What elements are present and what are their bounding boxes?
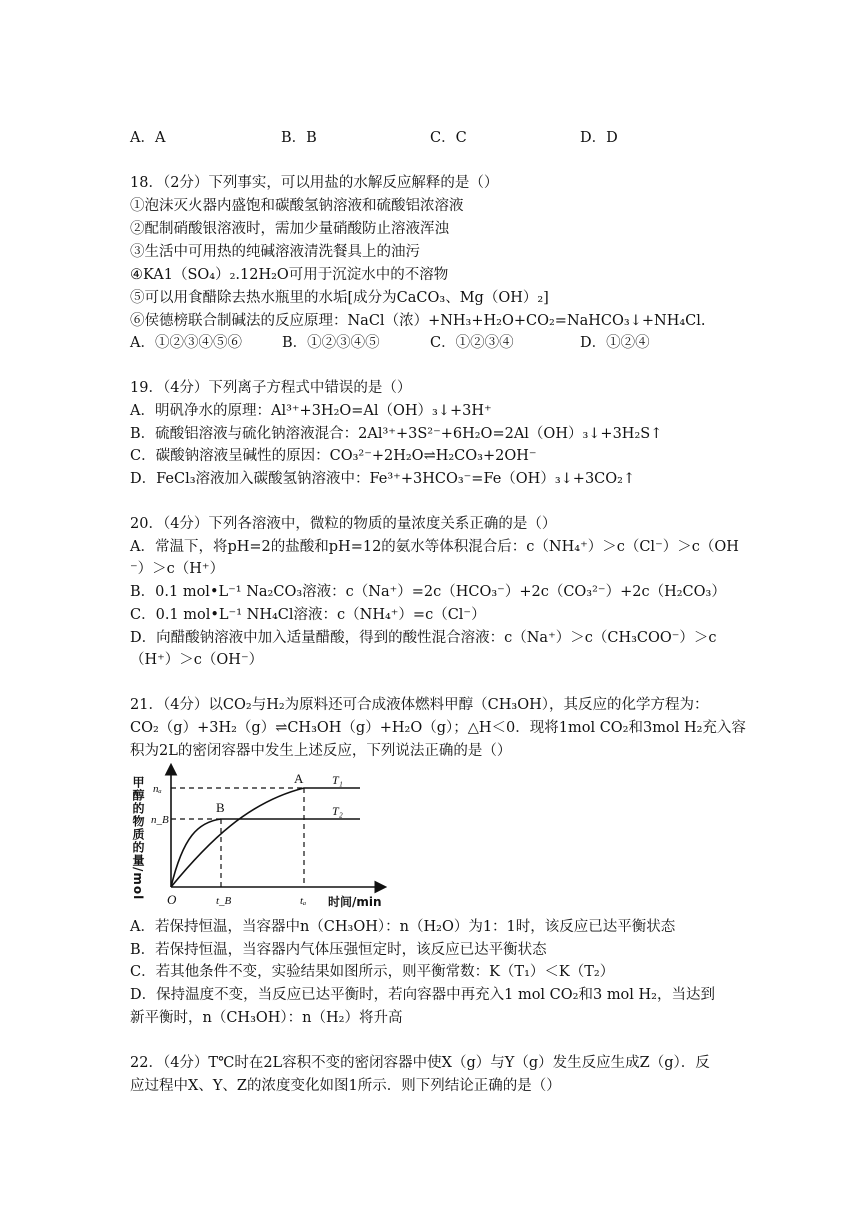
q18-item-3: ③生活中可用热的纯碱溶液清洗餐具上的油污 bbox=[130, 244, 420, 260]
q18-option-c: C．①②③④ bbox=[430, 335, 514, 351]
graph-x-label: 时间/min bbox=[328, 895, 382, 909]
q19-option-a: A．明矾净水的原理：Al³⁺+3H₂O=Al（OH）₃↓+3H⁺ bbox=[130, 403, 492, 419]
q21-stem-2: CO₂（g）+3H₂（g）⇌CH₃OH（g）+H₂O（g）；△H＜0．现将1mol CO₂和3mol H₂充入容 bbox=[130, 720, 746, 736]
q18-option-d: D．①②④ bbox=[580, 335, 650, 351]
label-ta: tₐ bbox=[300, 895, 307, 907]
label-point-b: B bbox=[216, 800, 225, 815]
q18-option-a: A．①②③④⑤⑥ bbox=[130, 335, 242, 351]
q21-option-c: C．若其他条件不变，实验结果如图所示，则平衡常数：K（T₁）＜K（T₂） bbox=[130, 964, 615, 980]
q18-stem: 18．（2分）下列事实，可以用盐的水解反应解释的是（） bbox=[130, 175, 499, 191]
q21-option-b: B．若保持恒温，当容器内气体压强恒定时，该反应已达平衡状态 bbox=[130, 942, 547, 958]
q18-item-6: ⑥侯德榜联合制碱法的反应原理：NaCl（浓）+NH₃+H₂O+CO₂=NaHCO₃↓+NH₄Cl. bbox=[130, 313, 706, 329]
label-curve-t2: T₂ bbox=[332, 804, 343, 818]
q19-option-c: C．碳酸钠溶液呈碱性的原因：CO₃²⁻+2H₂O⇌H₂CO₃+2OH⁻ bbox=[130, 448, 537, 464]
q20-line-1: A．常温下，将pH=2的盐酸和pH=12的氨水等体积混合后：c（NH₄⁺）＞c（Cl⁻）＞c（OH bbox=[130, 539, 739, 555]
q22-stem-2: 应过程中X、Y、Z的浓度变化如图1所示．则下列结论正确的是（） bbox=[130, 1078, 561, 1094]
q17-option-b: B．B bbox=[281, 130, 317, 146]
graph-y-label: 甲醇的物质的量/mol bbox=[131, 776, 145, 901]
curve-t2 bbox=[171, 819, 360, 887]
label-point-a: A bbox=[294, 771, 304, 786]
q18-item-5: ⑤可以用食醋除去热水瓶里的水垢[成分为CaCO₃、Mg（OH）₂] bbox=[130, 290, 549, 306]
q20-line-2: ⁻）＞c（H⁺） bbox=[130, 561, 225, 577]
q21-option-d-line-2: 新平衡时，n（CH₃OH）：n（H₂）将升高 bbox=[130, 1010, 403, 1026]
q19-stem: 19．（4分）下列离子方程式中错误的是（） bbox=[130, 380, 412, 396]
q19-option-d: D．FeCl₃溶液加入碳酸氢钠溶液中：Fe³⁺+3HCO₃⁻=Fe（OH）₃↓+3CO₂↑ bbox=[130, 471, 636, 487]
q19-option-b: B．硫酸铝溶液与硫化钠溶液混合：2Al³⁺+3S²⁻+6H₂O=2Al（OH）₃↓+3H₂S↑ bbox=[130, 426, 663, 442]
q20-line-5: D．向醋酸钠溶液中加入适量醋酸，得到的酸性混合溶液：c（Na⁺）＞c（CH₃COO⁻）＞c bbox=[130, 630, 717, 646]
q20-line-4: C．0.1 mol•L⁻¹ NH₄Cl溶液：c（NH₄⁺）=c（Cl⁻） bbox=[130, 607, 486, 623]
q17-option-a: A．A bbox=[130, 130, 166, 146]
q18-item-2: ②配制硝酸银溶液时，需加少量硝酸防止溶液浑浊 bbox=[130, 221, 449, 237]
q18-item-4: ④KA1（SO₄）₂.12H₂O可用于沉淀水中的不溶物 bbox=[130, 267, 449, 283]
label-tb: t_B bbox=[216, 895, 232, 907]
q21-stem-1: 21．（4分）以CO₂与H₂为原料还可合成液体燃料甲醇（CH₃OH），其反应的化学方程为： bbox=[130, 697, 709, 713]
q17-option-c: C．C bbox=[430, 130, 467, 146]
q21-option-a: A．若保持恒温，当容器中n（CH₃OH）：n（H₂O）为1：1时，该反应已达平衡状态 bbox=[130, 919, 676, 935]
q18-option-b: B．①②③④⑤ bbox=[282, 335, 380, 351]
q21-stem-3: 积为2L的密闭容器中发生上述反应，下列说法正确的是（） bbox=[130, 743, 512, 759]
q20-line-6: （H⁺）＞c（OH⁻） bbox=[130, 652, 264, 668]
label-na: nₐ bbox=[153, 783, 162, 795]
q21-option-d-line-1: D．保持温度不变，当反应已达平衡时，若向容器中再充入1 mol CO₂和3 mol H₂，当达到 bbox=[130, 987, 715, 1003]
curve-t1 bbox=[171, 788, 360, 887]
q20-stem: 20．（4分）下列各溶液中，微粒的物质的量浓度关系正确的是（） bbox=[130, 516, 557, 532]
q20-line-3: B．0.1 mol•L⁻¹ Na₂CO₃溶液：c（Na⁺）=2c（HCO₃⁻）+2c（CO₃²⁻）+2c（H₂CO₃） bbox=[130, 584, 726, 600]
label-nb: n_B bbox=[151, 814, 169, 826]
q22-stem-1: 22．（4分）T℃时在2L容积不变的密闭容器中使X（g）与Y（g）发生反应生成Z（g）．反 bbox=[130, 1055, 710, 1071]
label-curve-t1: T₁ bbox=[332, 773, 343, 787]
q18-item-1: ①泡沫灭火器内盛饱和碳酸氢钠溶液和硫酸铝浓溶液 bbox=[130, 198, 464, 214]
q21-graph bbox=[128, 762, 393, 912]
q17-option-d: D．D bbox=[580, 130, 618, 146]
label-origin: O bbox=[167, 892, 177, 907]
